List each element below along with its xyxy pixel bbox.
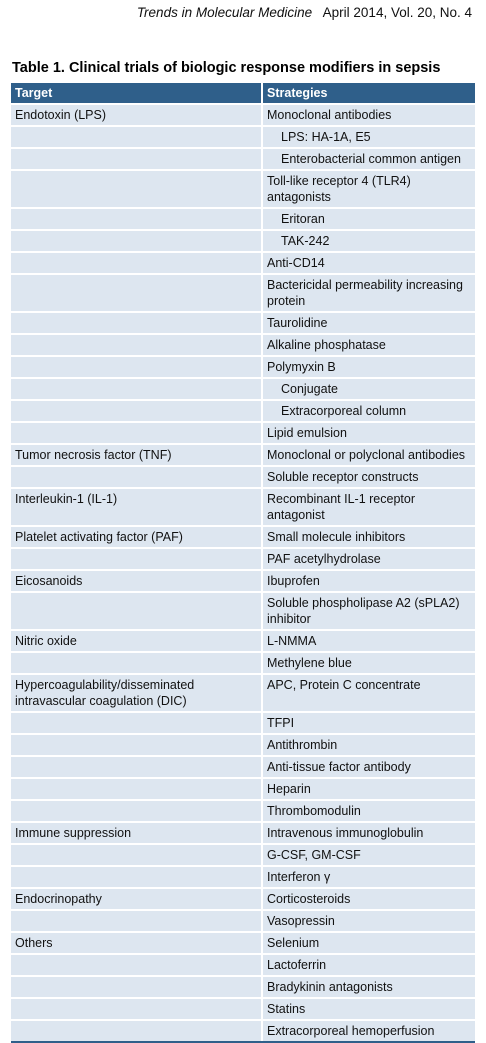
table-row: [11, 778, 475, 800]
strategy-cell: Recombinant IL-1 receptor antagonist: [262, 488, 475, 526]
target-cell: [11, 356, 262, 378]
table-row: [11, 274, 475, 312]
strategy-cell: TAK-242: [262, 230, 475, 252]
target-cell: Eicosanoids: [11, 570, 262, 592]
strategy-cell: Alkaline phosphatase: [262, 334, 475, 356]
target-cell: [11, 592, 262, 630]
table-row: [11, 756, 475, 778]
table-row: [11, 444, 475, 466]
table-row: [11, 526, 475, 548]
table-row: [11, 466, 475, 488]
strategy-cell: Bactericidal permeability increasing protein: [262, 274, 475, 312]
strategy-cell: Enterobacterial common antigen: [262, 148, 475, 170]
strategy-cell: Lactoferrin: [262, 954, 475, 976]
strategy-cell: Statins: [262, 998, 475, 1020]
table-row: [11, 998, 475, 1020]
target-cell: Tumor necrosis factor (TNF): [11, 444, 262, 466]
strategy-cell: Extracorporeal column: [262, 400, 475, 422]
strategy-cell: Monoclonal antibodies: [262, 104, 475, 126]
target-cell: [11, 252, 262, 274]
target-cell: [11, 712, 262, 734]
table-row: [11, 652, 475, 674]
table-row: [11, 910, 475, 932]
table-row: [11, 104, 475, 126]
target-cell: [11, 954, 262, 976]
strategy-cell: Vasopressin: [262, 910, 475, 932]
table-row: [11, 148, 475, 170]
running-header: [137, 5, 472, 20]
target-cell: [11, 312, 262, 334]
table-row: [11, 712, 475, 734]
table-row: [11, 976, 475, 998]
strategy-cell: Anti-tissue factor antibody: [262, 756, 475, 778]
table-body: [11, 104, 475, 1042]
table-row: [11, 932, 475, 954]
strategy-cell: Corticosteroids: [262, 888, 475, 910]
strategy-cell: Soluble receptor constructs: [262, 466, 475, 488]
table-row: [11, 1020, 475, 1042]
target-cell: Endocrinopathy: [11, 888, 262, 910]
strategy-cell: Heparin: [262, 778, 475, 800]
table-row: [11, 230, 475, 252]
strategy-cell: Interferon γ: [262, 866, 475, 888]
table-row: [11, 334, 475, 356]
column-header-target: Target: [11, 83, 262, 104]
table-row: [11, 548, 475, 570]
target-cell: Immune suppression: [11, 822, 262, 844]
target-cell: [11, 548, 262, 570]
table-row: [11, 800, 475, 822]
column-header-strategies: Strategies: [262, 83, 475, 104]
strategy-cell: PAF acetylhydrolase: [262, 548, 475, 570]
table-header-row: [11, 83, 475, 104]
target-cell: [11, 126, 262, 148]
target-cell: [11, 148, 262, 170]
strategy-cell: Conjugate: [262, 378, 475, 400]
strategy-cell: APC, Protein C concentrate: [262, 674, 475, 712]
table-row: [11, 208, 475, 230]
strategy-cell: L-NMMA: [262, 630, 475, 652]
table-row: [11, 954, 475, 976]
strategy-cell: Thrombomodulin: [262, 800, 475, 822]
strategy-cell: Extracorporeal hemoperfusion: [262, 1020, 475, 1042]
target-cell: [11, 910, 262, 932]
target-cell: Others: [11, 932, 262, 954]
table-row: [11, 866, 475, 888]
strategy-cell: Monoclonal or polyclonal antibodies: [262, 444, 475, 466]
strategy-cell: G-CSF, GM-CSF: [262, 844, 475, 866]
strategy-cell: Methylene blue: [262, 652, 475, 674]
target-cell: [11, 230, 262, 252]
target-cell: [11, 1020, 262, 1042]
target-cell: [11, 866, 262, 888]
target-cell: Platelet activating factor (PAF): [11, 526, 262, 548]
target-cell: [11, 170, 262, 208]
target-cell: [11, 208, 262, 230]
journal-name: Trends in Molecular Medicine: [136, 5, 313, 20]
strategy-cell: LPS: HA-1A, E5: [262, 126, 475, 148]
strategy-cell: Selenium: [262, 932, 475, 954]
strategy-cell: Antithrombin: [262, 734, 475, 756]
table-row: [11, 252, 475, 274]
target-cell: Interleukin-1 (IL-1): [11, 488, 262, 526]
strategy-cell: Intravenous immunoglobulin: [262, 822, 475, 844]
strategy-cell: Bradykinin antagonists: [262, 976, 475, 998]
table-row: [11, 844, 475, 866]
target-cell: [11, 976, 262, 998]
strategy-cell: TFPI: [262, 712, 475, 734]
table-row: [11, 822, 475, 844]
issue-info: April 2014, Vol. 20, No. 4: [322, 5, 472, 20]
target-cell: [11, 422, 262, 444]
strategy-cell: Ibuprofen: [262, 570, 475, 592]
target-cell: [11, 652, 262, 674]
table-row: [11, 170, 475, 208]
table-row: [11, 126, 475, 148]
strategy-cell: Anti-CD14: [262, 252, 475, 274]
table-row: [11, 422, 475, 444]
table-row: [11, 592, 475, 630]
target-cell: [11, 274, 262, 312]
target-cell: [11, 734, 262, 756]
strategy-cell: Small molecule inhibitors: [262, 526, 475, 548]
target-cell: Endotoxin (LPS): [11, 104, 262, 126]
target-cell: [11, 400, 262, 422]
table-row: [11, 674, 475, 712]
target-cell: [11, 778, 262, 800]
data-table: [11, 83, 475, 1043]
target-cell: [11, 800, 262, 822]
strategy-cell: Soluble phospholipase A2 (sPLA2) inhibitor: [262, 592, 475, 630]
strategy-cell: Polymyxin B: [262, 356, 475, 378]
table-row: [11, 488, 475, 526]
table-row: [11, 400, 475, 422]
target-cell: Hypercoagulability/disseminated intravascular coagulation (DIC): [11, 674, 262, 712]
target-cell: [11, 756, 262, 778]
table-row: [11, 630, 475, 652]
table-row: [11, 312, 475, 334]
strategy-cell: Toll-like receptor 4 (TLR4) antagonists: [262, 170, 475, 208]
table-row: [11, 356, 475, 378]
target-cell: [11, 466, 262, 488]
strategy-cell: Lipid emulsion: [262, 422, 475, 444]
target-cell: Nitric oxide: [11, 630, 262, 652]
table-row: [11, 734, 475, 756]
strategy-cell: Taurolidine: [262, 312, 475, 334]
target-cell: [11, 378, 262, 400]
strategy-cell: Eritoran: [262, 208, 475, 230]
table-row: [11, 570, 475, 592]
table-row: [11, 888, 475, 910]
target-cell: [11, 998, 262, 1020]
target-cell: [11, 334, 262, 356]
target-cell: [11, 844, 262, 866]
table-title: Table 1. Clinical trials of biologic response modifiers in sepsis: [12, 60, 441, 76]
table-row: [11, 378, 475, 400]
